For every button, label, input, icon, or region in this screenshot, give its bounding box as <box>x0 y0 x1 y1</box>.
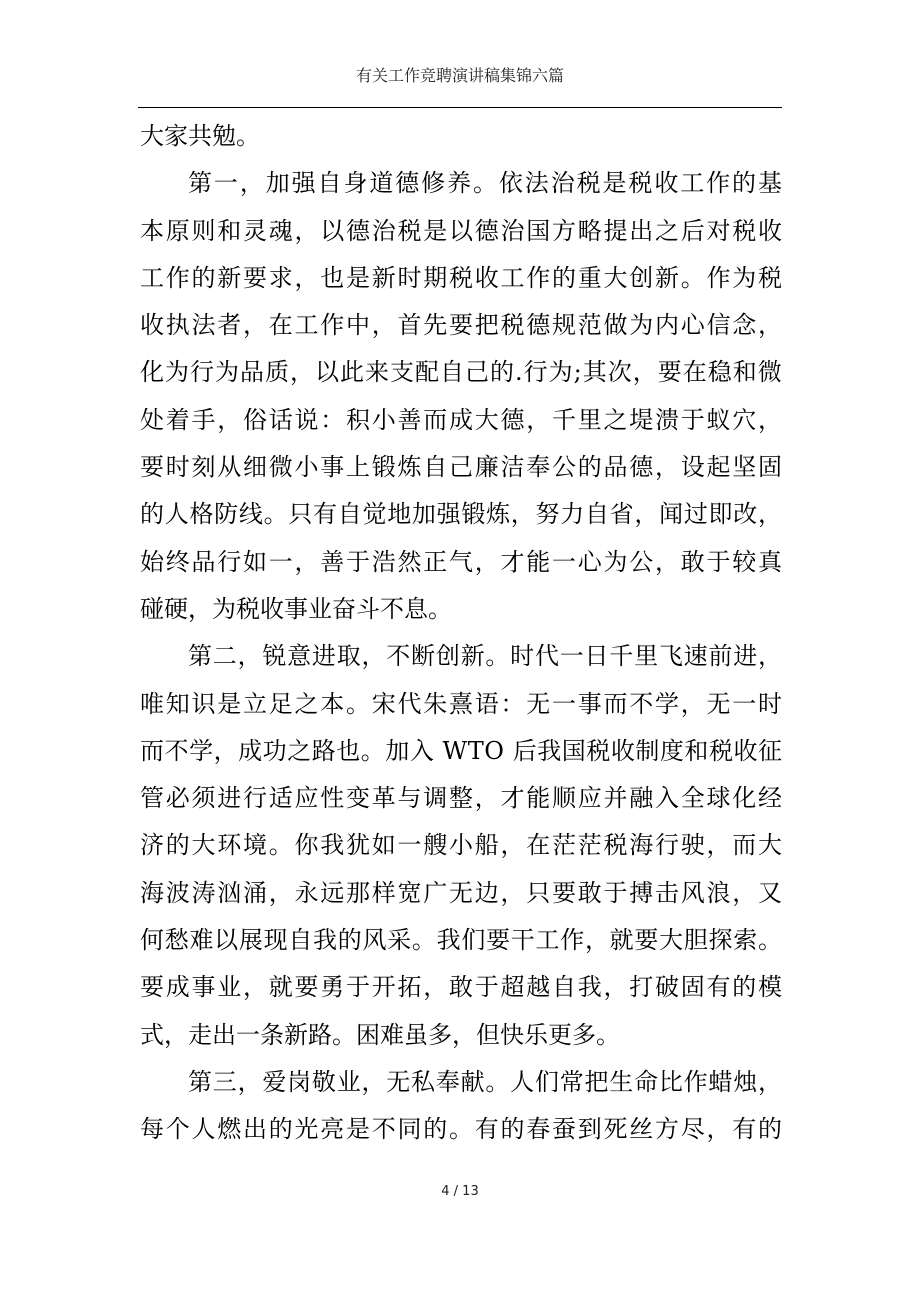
text-line: 唯 知 识 是 立 足 之 本 。 宋 代 朱 熹 语 ： 无 一 事 而 不 学 ， 无 一 时 <box>140 689 782 718</box>
text-line: 要 成 事 业 ， 就 要 勇 于 开 拓 ， 敢 于 超 越 自 我 ， 打 破 固 有 的 模 <box>140 973 782 1002</box>
text-line: 每 个 人 燃 出 的 光 亮 是 不 同 的 。 有 的 春 蚕 到 死 丝 方 尽 ， 有 的 <box>140 1115 782 1144</box>
text-line: 第 一 ， 加 强 自 身 道 德 修 养 。 依 法 治 税 是 税 收 工 作 的 基 <box>188 169 782 198</box>
text-line: 的 人 格 防 线 。 只 有 自 觉 地 加 强 锻 炼 ， 努 力 自 省 ， 闻 过 即 改 ， <box>140 500 782 529</box>
page-number: 4 / 13 <box>441 1184 479 1199</box>
text-line: 海 波 涛 汹 涌 ， 永 远 那 样 宽 广 无 边 ， 只 要 敢 于 搏 击 风 浪 ， 又 <box>140 878 782 907</box>
text-line: 碰硬，为税收事业奋斗不息。 <box>140 594 452 623</box>
page-header-title: 有关工作竞聘演讲稿集锦六篇 <box>355 66 564 85</box>
text-line: 本 原 则 和 灵 魂 ， 以 德 治 税 是 以 德 治 国 方 略 提 出 之 后 对 税 收 <box>140 216 782 245</box>
text-line: 要 时 刻 从 细 微 小 事 上 锻 炼 自 己 廉 洁 奉 公 的 品 德 ， 设 起 坚 固 <box>140 453 782 482</box>
header-divider <box>138 107 782 108</box>
text-line: 式，走出一条新路。困难虽多，但快乐更多。 <box>140 1020 620 1049</box>
text-line: 而 不 学 ， 成 功 之 路 也 。 加 入 W T O 后 我 国 税 收 制 度 和 税 收 征 <box>140 736 782 765</box>
document-body <box>140 113 782 1154</box>
text-line: 第 二 ， 锐 意 进 取 ， 不 断 创 新 。 时 代 一 日 千 里 飞 速 前 进 ， <box>188 642 782 671</box>
text-line: 化 为 行 为 品 质 ， 以 此 来 支 配 自 己 的 . 行 为 ; 其 次 ， 要 在 稳 和 微 <box>140 358 782 387</box>
text-line: 大家共勉。 <box>140 122 260 150</box>
text-line: 工 作 的 新 要 求 ， 也 是 新 时 期 税 收 工 作 的 重 大 创 新 。 作 为 税 <box>140 263 782 292</box>
text-line: 收 执 法 者 ， 在 工 作 中 ， 首 先 要 把 税 德 规 范 做 为 内 心 信 念 ， <box>140 311 782 340</box>
text-line: 处 着 手 ， 俗 话 说 ： 积 小 善 而 成 大 德 ， 千 里 之 堤 溃 于 蚁 穴 ， <box>140 405 782 434</box>
text-line: 第 三 ， 爱 岗 敬 业 ， 无 私 奉 献 。 人 们 常 把 生 命 比 作 蜡 烛 ， <box>188 1067 782 1096</box>
text-line: 管 必 须 进 行 适 应 性 变 革 与 调 整 ， 才 能 顺 应 并 融 入 全 球 化 经 <box>140 784 782 813</box>
text-line: 始 终 品 行 如 一 ， 善 于 浩 然 正 气 ， 才 能 一 心 为 公 ， 敢 于 较 真 <box>140 547 782 576</box>
text-line: 何 愁 难 以 展 现 自 我 的 风 采 。 我 们 要 干 工 作 ， 就 要 大 胆 探 索 。 <box>140 926 782 955</box>
text-line: 济 的 大 环 境 。 你 我 犹 如 一 艘 小 船 ， 在 茫 茫 税 海 行 驶 ， 而 大 <box>140 831 782 860</box>
